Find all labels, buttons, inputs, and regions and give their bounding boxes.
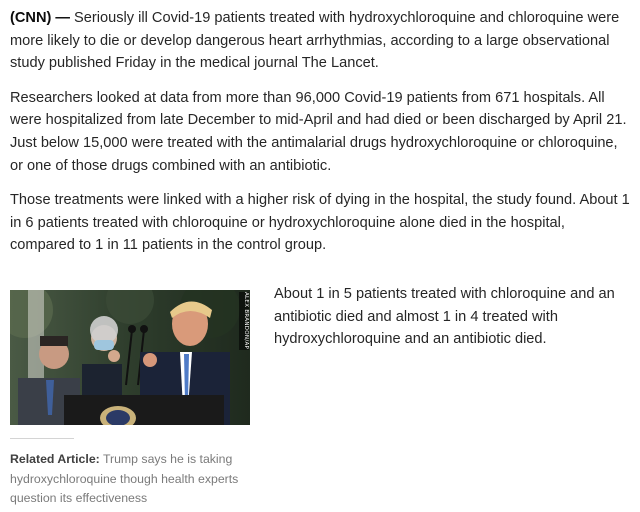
press-conference-image xyxy=(10,290,250,425)
article-photo[interactable] xyxy=(10,290,250,425)
article-paragraph: Researchers looked at data from more than 96,000 Covid-19 patients from 671 hospitals. All were hospitalized from late December to mid-April and had died or been discharged by April 21. Just below 15,000 were treated with the antimalarial drugs hydroxychloroquine or chloroquine, or one of those drugs combined with an antibiotic. xyxy=(10,89,627,174)
related-figure xyxy=(10,290,250,509)
related-article-link[interactable]: Trump says he is taking hydroxychloroquine though health experts question its effectiveness xyxy=(10,452,239,505)
photo-credit: ALEX BRANDON/AP xyxy=(239,292,249,350)
divider xyxy=(10,438,74,439)
article-paragraph: Those treatments were linked with a higher risk of dying in the hospital, the study found. About 1 in 6 patients treated with chloroquine or hydroxychloroquine alone died in the hospital, compared to 1 in 11 patients in the control group. xyxy=(10,192,630,254)
article-paragraph xyxy=(10,7,632,75)
related-article xyxy=(10,450,250,509)
source-tag: (CNN) — xyxy=(10,10,70,26)
paragraph-text: Seriously ill Covid-19 patients treated with hydroxychloroquine and chloroquine were more likely to die or develop dangerous heart arrhythmias, according to a large observational study published Friday in the medical journal The Lancet. xyxy=(10,10,620,72)
related-article-label: Related Article: xyxy=(10,452,100,466)
article-body xyxy=(10,7,632,269)
article-paragraph: About 1 in 5 patients treated with chloroquine and an antibiotic died and almost 1 in 4 treated with hydroxychloroquine and an antibiotic died. xyxy=(274,286,615,348)
